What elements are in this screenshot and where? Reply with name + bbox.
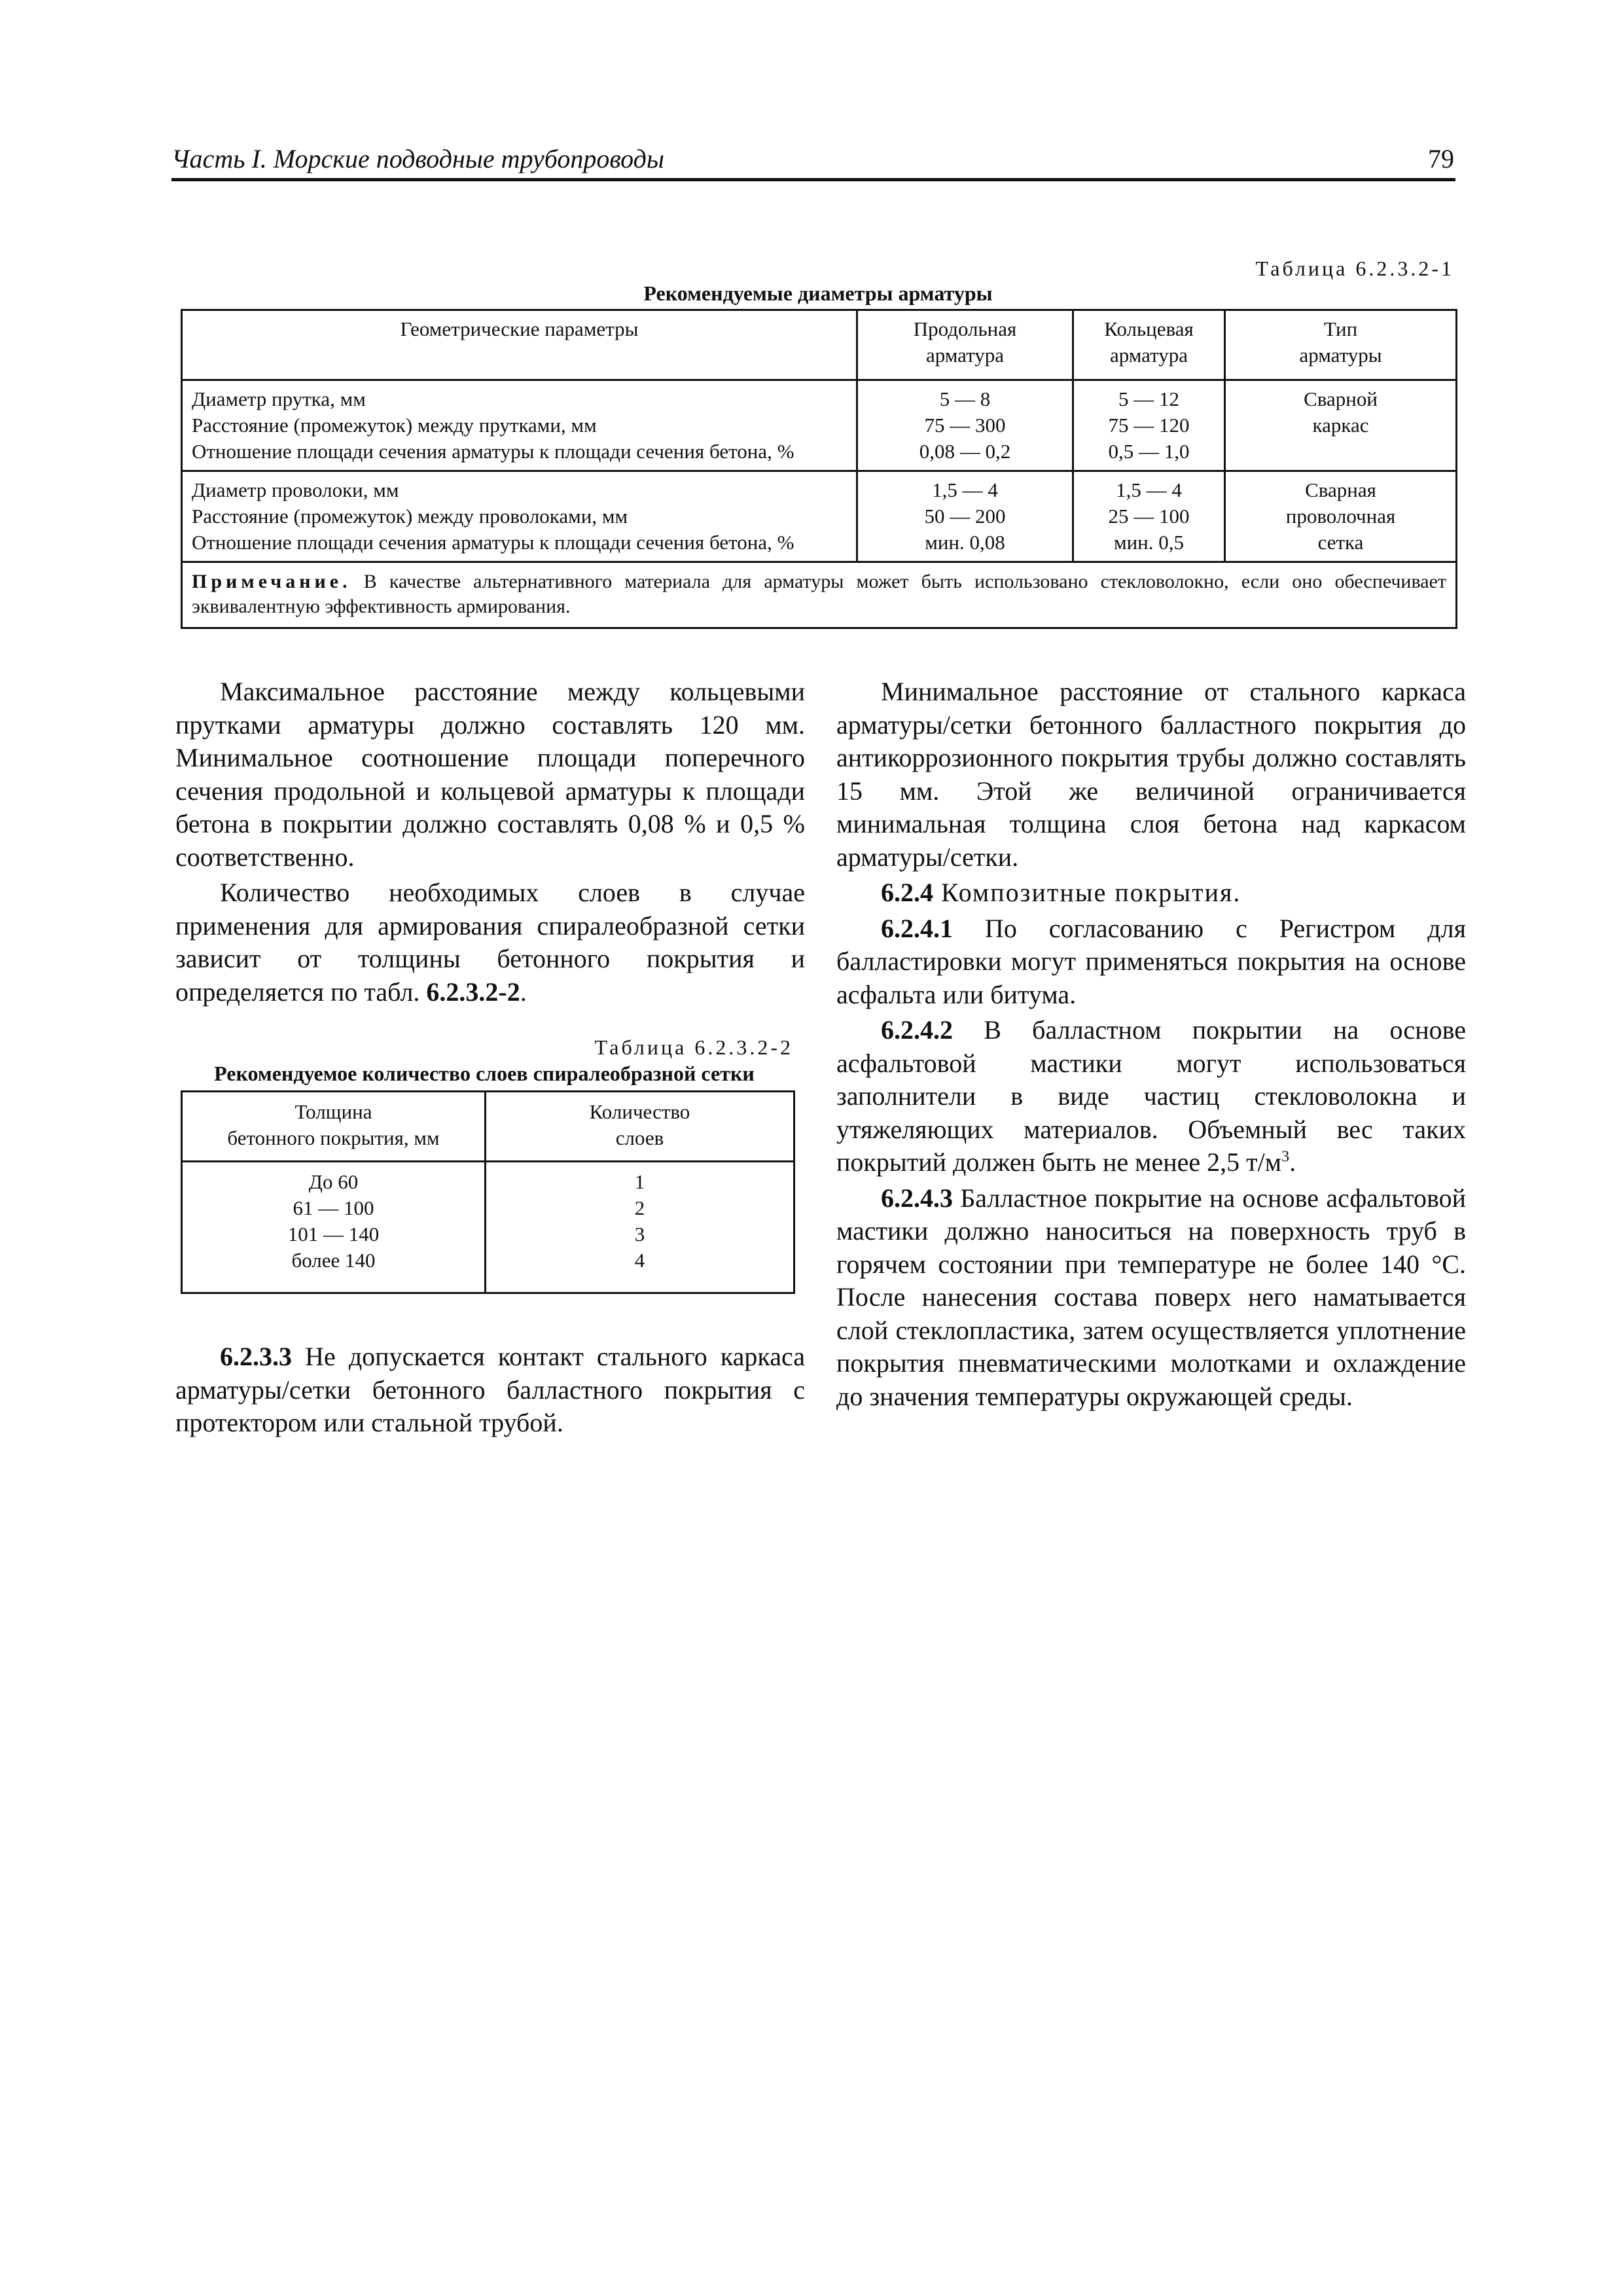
right-column [836,675,1466,1416]
group1-ring: 5 — 12 75 — 120 0,5 — 1,0 [1073,380,1225,471]
header-layer-count: Количество слоев [486,1092,794,1162]
running-header-title: Часть I. Морские подводные трубопроводы [171,144,664,173]
table1-caption: Рекомендуемые диаметры арматуры [643,281,993,305]
group1-params: Диаметр прутка, мм Расстояние (промежуток) между прутками, мм Отношение площади сечения арматуры к площади сечения бетона, % [182,380,857,471]
note-label: Примечание. [192,571,351,592]
table-row [182,471,1457,562]
group2-params: Диаметр проволоки, мм Расстояние (промежуток) между проволоками, мм Отношение площади сечения арматуры к площади сечения бетона, % [182,471,857,562]
paragraph: Минимальное расстояние от стального каркаса арматуры/сетки бетонного балластного покрытия до антикоррозионного покрытия трубы должно составлять 15 мм. Этой же величиной ограничивается минимальная толщина слоя бетона над каркасом арматуры/сетки. [836,677,1466,872]
header-type: Тип арматуры [1225,310,1457,380]
thickness-values: До 60 61 — 100 101 — 140 более 140 [182,1162,486,1293]
paragraph-6-2-4-2: 6.2.4.2 В балластном покрытии на основе асфальтовой мастики могут использоваться заполнители в виде частиц стекловолокна и утяжеляющих материалов. Объемный вес таких покрытий должен быть не менее 2,5 $т/м^3$. [836,1015,1466,1177]
page-number: 79 [1428,144,1454,173]
paragraph-6-2-4-3: 6.2.4.3 Балластное покрытие на основе асфальтовой мастики должно наноситься на поверхность труб в горячем состоянии при температуре не более 140 °C. После нанесения состава поверх него наматывается слой стеклопластика, затем осуществляется уплотнение покрытия пневматическими молотками и охлаждение до значения температуры окружающей среды. [836,1183,1466,1411]
paragraph: Количество необходимых слоев в случае применения для армирования спиралеобразной сетки зависит от толщины бетонного покрытия и определяется по табл. 6.2.3.2-2. [175,878,805,1007]
table2-label: Таблица 6.2.3.2-2 [594,1035,793,1059]
group1-longitudinal: 5 — 8 75 — 300 0,08 — 0,2 [857,380,1073,471]
group2-type: Сварная проволочная сетка [1225,471,1457,562]
paragraph-6-2-4-1: 6.2.4.1 По согласованию с Регистром для балластировки могут применяться покрытия на основе асфальта или битума. [836,913,1466,1009]
left-column [175,675,805,1011]
header-thickness: Толщина бетонного покрытия, мм [182,1092,486,1162]
table1-note [182,562,1457,628]
table-reference: 6.2.3.2-2 [426,977,520,1007]
header-ring: Кольцевая арматура [1073,310,1225,380]
table-note-row [182,562,1457,628]
table1-label: Таблица 6.2.3.2-1 [1255,257,1454,280]
layer-values: 1 2 3 4 [486,1162,794,1293]
paragraph: Максимальное расстояние между кольцевыми прутками арматуры должно составлять 120 мм. Минимальное соотношение площади поперечного сечения продольной и кольцевой арматуры к площади бетона в покрытии должно составлять 0,08 % и 0,5 % соответственно. [175,677,805,872]
paragraph-6-2-3-3: 6.2.3.3 Не допускается контакт стального каркаса арматуры/сетки бетонного балластного покрытия с протектором или стальной трубой. [175,1342,805,1437]
table-row [182,380,1457,471]
group1-type: Сварной каркас [1225,380,1457,471]
group2-ring: 1,5 — 4 25 — 100 мин. 0,5 [1073,471,1225,562]
spiral-mesh-layers-table [181,1090,795,1294]
table2-caption: Рекомендуемое количество слоев спиралеобразной сетки [214,1062,755,1085]
header-longitudinal: Продольная арматура [857,310,1073,380]
clause-number: 6.2.3.3 [220,1342,292,1371]
header-geometric-params: Геометрические параметры [182,310,857,380]
table-row [182,1162,794,1293]
note-text: В качестве альтернативного материала для арматуры может быть использовано стекловолокно, если оно обеспечивает эквивалентную эффективность армирования. [192,571,1446,617]
group2-longitudinal: 1,5 — 4 50 — 200 мин. 0,08 [857,471,1073,562]
reinforcement-diameter-table [181,309,1457,629]
table-header-row [182,1092,794,1162]
header-rule [171,178,1455,181]
section-heading-6-2-4: 6.2.4 Композитные покрытия. [881,878,1241,907]
table-header-row [182,310,1457,380]
